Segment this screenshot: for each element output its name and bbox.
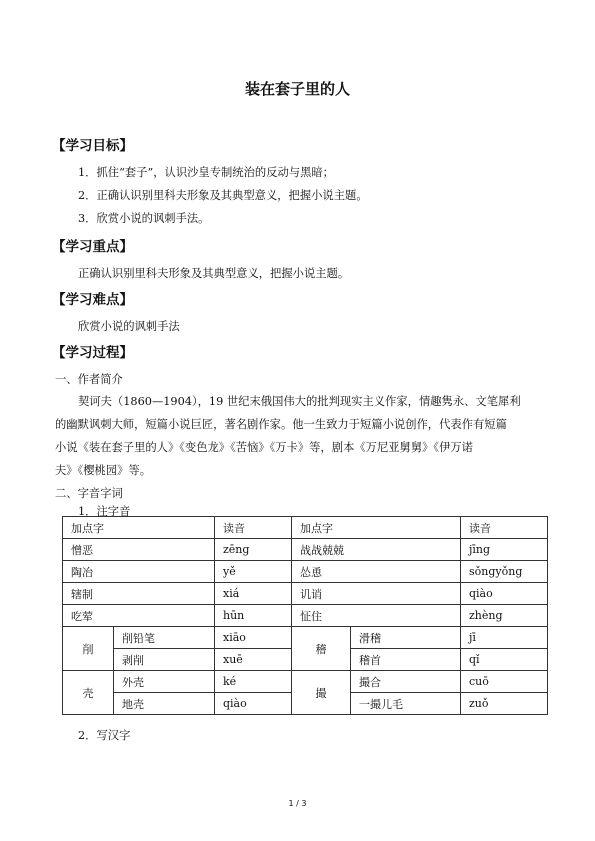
author-paragraph-line-2: 的幽默讽刺大师，短篇小说巨匠，著名剧作家。他一生致力于短篇小说创作，代表作有短篇 bbox=[55, 418, 507, 431]
pinyin-cell: sǒngyǒng bbox=[461, 561, 548, 583]
heading-key-points: 【学习重点】 bbox=[52, 239, 133, 255]
word-cell: 地壳 bbox=[114, 693, 215, 715]
word-cell: 讥诮 bbox=[292, 583, 461, 605]
author-paragraph-line-3: 小说《装在套子里的人》《变色龙》《苦恼》《万卡》等，剧本《万尼亚舅舅》《伊万诺 bbox=[55, 441, 473, 454]
heading-learning-process: 【学习过程】 bbox=[52, 345, 133, 361]
word-cell: 稽首 bbox=[351, 649, 461, 671]
table-row bbox=[63, 605, 548, 627]
pinyin-cell: zhèng bbox=[461, 605, 548, 627]
header-char-left: 加点字 bbox=[63, 517, 215, 539]
word-cell: 滑稽 bbox=[351, 627, 461, 649]
pinyin-cell: zuǒ bbox=[461, 693, 548, 715]
pinyin-cell: xiāo bbox=[215, 627, 292, 649]
pinyin-cell: hūn bbox=[215, 605, 292, 627]
author-paragraph-line-4: 夫》《樱桃园》等。 bbox=[55, 464, 152, 477]
word-cell: 憎恶 bbox=[63, 539, 215, 561]
goal-item-1: 1．抓住“套子”，认识沙皇专制统治的反动与黑暗； bbox=[78, 166, 334, 179]
pinyin-cell: qiào bbox=[215, 693, 292, 715]
pinyin-cell: jī bbox=[461, 627, 548, 649]
table-header-row bbox=[63, 517, 548, 539]
header-reading-left: 读音 bbox=[215, 517, 292, 539]
difficulties-text: 欣赏小说的讽刺手法 bbox=[78, 320, 180, 333]
writing-subtitle: 2．写汉字 bbox=[78, 729, 131, 742]
word-cell: 一撮儿毛 bbox=[351, 693, 461, 715]
header-reading-right: 读音 bbox=[461, 517, 548, 539]
pinyin-cell: jīng bbox=[461, 539, 548, 561]
pinyin-cell: yě bbox=[215, 561, 292, 583]
pinyin-cell: xiá bbox=[215, 583, 292, 605]
polyphone-char-cell: 稽 bbox=[292, 627, 351, 671]
author-paragraph-line-1: 契诃夫（1860—1904），19 世纪末俄国伟大的批判现实主义作家，情趣隽永、文笔犀利 bbox=[78, 395, 521, 408]
word-cell: 辖制 bbox=[63, 583, 215, 605]
table-row bbox=[63, 671, 548, 693]
polyphone-char-cell: 撮 bbox=[292, 671, 351, 715]
goal-item-2: 2．正确认识别里科夫形象及其典型意义，把握小说主题。 bbox=[78, 189, 368, 202]
phonetic-subtitle: 1．注字音 bbox=[78, 505, 131, 518]
table-row bbox=[63, 539, 548, 561]
pinyin-cell: xuē bbox=[215, 649, 292, 671]
goal-item-3: 3．欣赏小说的讽刺手法。 bbox=[78, 212, 210, 225]
phonetic-table bbox=[62, 516, 548, 715]
word-cell: 撮合 bbox=[351, 671, 461, 693]
word-cell: 怂恿 bbox=[292, 561, 461, 583]
pinyin-cell: qiào bbox=[461, 583, 548, 605]
heading-difficulties: 【学习难点】 bbox=[52, 292, 133, 308]
heading-learning-goals: 【学习目标】 bbox=[52, 138, 133, 154]
pinyin-cell: ké bbox=[215, 671, 292, 693]
word-cell: 战战兢兢 bbox=[292, 539, 461, 561]
table-row bbox=[63, 561, 548, 583]
word-cell: 削铅笔 bbox=[114, 627, 215, 649]
pinyin-cell: cuō bbox=[461, 671, 548, 693]
word-cell: 外壳 bbox=[114, 671, 215, 693]
page-number: 1 / 3 bbox=[288, 799, 307, 808]
word-cell: 怔住 bbox=[292, 605, 461, 627]
author-section-title: 一、作者简介 bbox=[55, 373, 123, 386]
key-points-text: 正确认识别里科夫形象及其典型意义，把握小说主题。 bbox=[78, 267, 350, 280]
polyphone-char-cell: 壳 bbox=[63, 671, 114, 715]
word-cell: 剥削 bbox=[114, 649, 215, 671]
document-title: 装在套子里的人 bbox=[244, 80, 350, 98]
pinyin-cell: qǐ bbox=[461, 649, 548, 671]
pinyin-cell: zēng bbox=[215, 539, 292, 561]
words-section-title: 二、字音字词 bbox=[55, 487, 123, 500]
polyphone-char-cell: 削 bbox=[63, 627, 114, 671]
word-cell: 吃荤 bbox=[63, 605, 215, 627]
table-row bbox=[63, 583, 548, 605]
word-cell: 陶冶 bbox=[63, 561, 215, 583]
table-row bbox=[63, 627, 548, 649]
header-char-right: 加点字 bbox=[292, 517, 461, 539]
